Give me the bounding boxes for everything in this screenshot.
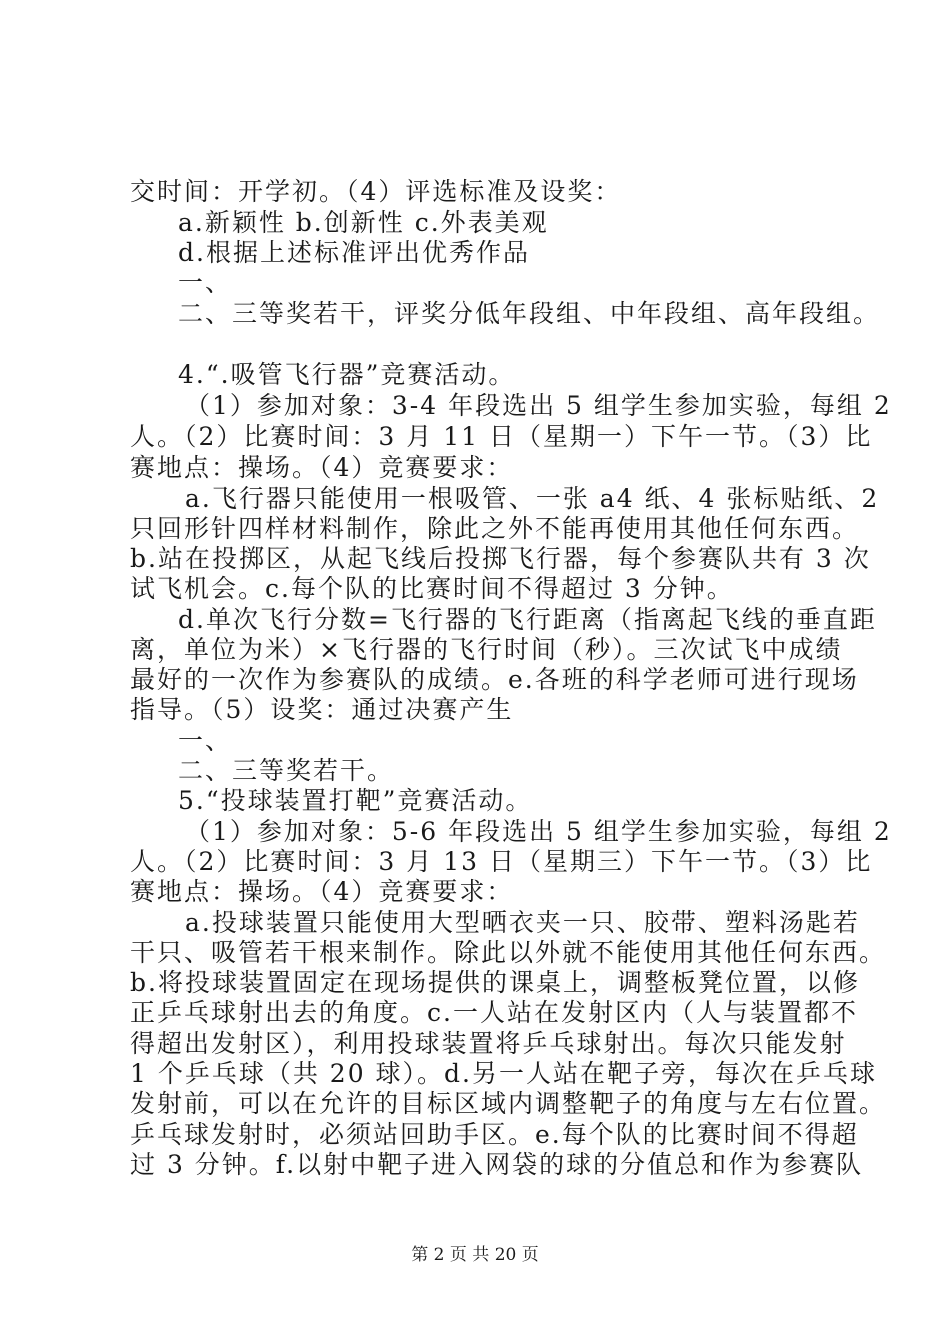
text-line: 只回形针四样材料制作，除此之外不能再使用其他任何东西。 xyxy=(130,514,860,543)
text-line: 赛地点：操场。（4）竞赛要求： xyxy=(130,453,514,482)
text-line: 得超出发射区），利用投球装置将乒乓球射出。每次只能发射 xyxy=(130,1029,847,1058)
text-line: 过 3 分钟。f.以射中靶子进入网袋的球的分值总和作为参赛队 xyxy=(130,1150,864,1179)
text-line: 二、三等奖若干。 xyxy=(178,756,395,785)
text-line: a.新颖性 b.创新性 c.外表美观 xyxy=(178,208,549,237)
text-line: d.单次飞行分数=飞行器的飞行距离（指离起飞线的垂直距 xyxy=(178,605,877,634)
text-line: 乒乓球发射时，必须站回助手区。e.每个队的比赛时间不得超 xyxy=(130,1120,859,1149)
section-heading: 5.“投球装置打靶”竞赛活动。 xyxy=(178,786,533,815)
section-heading: 4.“.吸管飞行器”竞赛活动。 xyxy=(178,360,516,389)
text-line: （1）参加对象：5-6 年段选出 5 组学生参加实验，每组 2 xyxy=(185,817,892,846)
text-line: 人。（2）比赛时间：3 月 11 日（星期一）下午一节。（3）比 xyxy=(130,422,873,451)
text-line: 正乒乓球射出去的角度。c.一人站在发射区内（人与装置都不 xyxy=(130,998,858,1027)
text-line: b.站在投掷区，从起飞线后投掷飞行器，每个参赛队共有 3 次 xyxy=(130,544,871,573)
text-line: 最好的一次作为参赛队的成绩。e.各班的科学老师可进行现场 xyxy=(130,665,859,694)
text-line: 一、 xyxy=(178,268,233,297)
text-line: 二、三等奖若干，评奖分低年段组、中年段组、高年段组。 xyxy=(178,299,881,328)
text-line: 人。（2）比赛时间：3 月 13 日（星期三）下午一节。（3）比 xyxy=(130,847,873,876)
text-line: 发射前，可以在允许的目标区域内调整靶子的角度与左右位置。 xyxy=(130,1089,887,1118)
text-line: d.根据上述标准评出优秀作品 xyxy=(178,238,530,267)
text-line: 试飞机会。c.每个队的比赛时间不得超过 3 分钟。 xyxy=(130,574,734,603)
text-line: 交时间：开学初。（4）评选标准及设奖： xyxy=(130,177,622,206)
text-line: （1）参加对象：3-4 年段选出 5 组学生参加实验，每组 2 xyxy=(185,391,892,420)
text-line: 1 个乒乓球（共 20 球）。d.另一人站在靶子旁，每次在乒乓球 xyxy=(130,1059,878,1088)
page-number-footer: 第 2 页 共 20 页 xyxy=(411,1245,539,1265)
text-line: b.将投球装置固定在现场提供的课桌上，调整板凳位置，以修 xyxy=(130,968,860,997)
text-line: a.飞行器只能使用一根吸管、一张 a4 纸、4 张标贴纸、2 xyxy=(185,484,880,513)
text-line: 指导。（5）设奖：通过决赛产生 xyxy=(130,695,514,724)
text-line: a.投球装置只能使用大型晒衣夹一只、胶带、塑料汤匙若 xyxy=(185,908,860,937)
text-line: 干只、吸管若干根来制作。除此以外就不能使用其他任何东西。 xyxy=(130,938,887,967)
text-line: 离，单位为米）×飞行器的飞行时间（秒）。三次试飞中成绩 xyxy=(130,635,843,664)
text-line: 一、 xyxy=(178,726,233,755)
text-line: 赛地点：操场。（4）竞赛要求： xyxy=(130,877,514,906)
